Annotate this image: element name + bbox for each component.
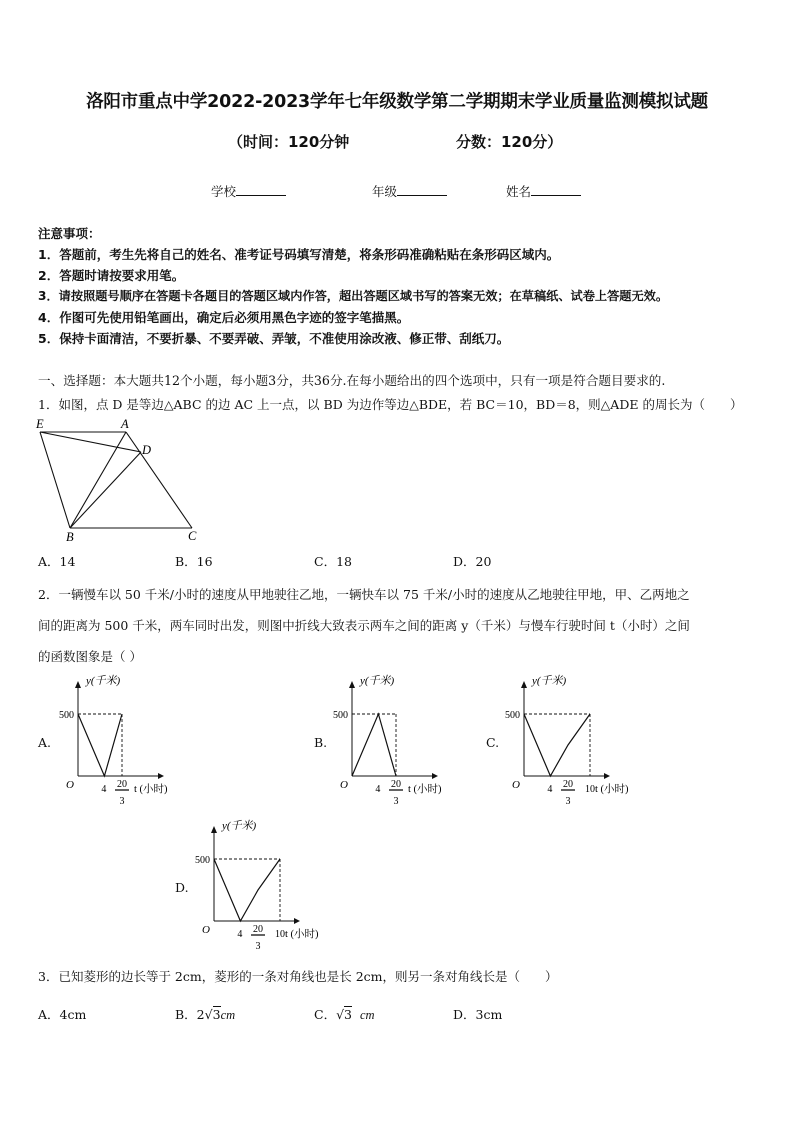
sqrt-symbol: √: [336, 1007, 345, 1022]
y-axis-arrow: [349, 681, 355, 688]
note-item: 5．保持卡面清洁，不要折暴、不要弄破、弄皱，不准使用涂改液、修正带、刮纸刀。: [38, 331, 510, 346]
y-tick-500: 500: [195, 855, 210, 866]
q3-option-b: [175, 1005, 235, 1023]
school-label: 学校: [211, 184, 237, 199]
x-tick-frac-numerator: 20: [117, 779, 128, 790]
y-axis-arrow: [211, 826, 217, 833]
y-axis-label: y(千米): [360, 675, 395, 687]
q3-option-b-unit: cm: [220, 1008, 236, 1022]
graph-polyline: [214, 859, 280, 921]
origin-label: O: [340, 779, 348, 791]
q1-option-a: A．14: [38, 554, 76, 569]
y-axis-arrow: [521, 681, 527, 688]
sqrt-symbol: √: [204, 1007, 213, 1022]
school-blank: [236, 183, 286, 196]
x-tick-frac-numerator: 20: [391, 779, 402, 790]
x-tick-frac-denominator: 3: [255, 941, 261, 952]
grade-blank: [397, 183, 447, 196]
q3-option-d: D．3cm: [453, 1007, 503, 1022]
q2-graph-d: [195, 817, 330, 959]
point-label-e: E: [36, 417, 44, 431]
y-axis-label: y(千米): [86, 675, 121, 687]
graph-polyline: [524, 714, 590, 776]
question-2-line-2: 间的距离为 500 千米，两车同时出发，则图中折线大致表示两车之间的距离 y（千米）与慢车行驶时间 t（小时）之间: [38, 618, 690, 633]
name-blank: [531, 183, 581, 196]
y-axis-label: y(千米): [532, 675, 567, 687]
x-tick-10: 10: [275, 929, 285, 940]
segment-ab: [70, 432, 126, 528]
q2-option-b: B.: [314, 735, 328, 750]
question-1-figure: [36, 418, 202, 546]
q2-graph-a: [59, 672, 194, 814]
q1-option-b: B．16: [175, 554, 213, 569]
q3-option-b-radicand: 3: [212, 1007, 221, 1022]
q2-option-a: A.: [38, 735, 52, 750]
note-item: 2．答题时请按要求用笔。: [38, 268, 185, 283]
q2-option-d: D.: [175, 880, 189, 895]
name-label: 姓名: [506, 184, 532, 199]
x-axis-label: t (小时): [134, 784, 168, 795]
grade-label: 年级: [372, 184, 398, 199]
x-tick-frac-numerator: 20: [253, 924, 264, 935]
y-tick-500: 500: [59, 710, 74, 721]
x-tick-frac-denominator: 3: [119, 796, 125, 807]
graph-polyline: [352, 714, 396, 776]
segment-eb: [40, 432, 70, 528]
q2-graph-b: [333, 672, 468, 814]
graph-polyline: [78, 714, 122, 776]
x-tick-4: 4: [375, 784, 381, 795]
origin-label: O: [202, 924, 210, 936]
q2-option-c: C.: [486, 735, 500, 750]
x-tick-4: 4: [547, 784, 553, 795]
y-tick-500: 500: [505, 710, 520, 721]
x-tick-10: 10: [585, 784, 595, 795]
q3-option-c-radicand: 3: [344, 1007, 352, 1022]
grade-field: [372, 182, 447, 200]
x-tick-frac-denominator: 3: [565, 796, 571, 807]
x-axis-arrow: [158, 773, 164, 779]
x-axis-label: t (小时): [408, 784, 442, 795]
x-axis-arrow: [604, 773, 610, 779]
y-axis-label: y(千米): [222, 820, 257, 832]
q3-option-c-unit: cm: [359, 1008, 375, 1022]
note-item: 3．请按照题号顺序在答题卡各题目的答题区域内作答，超出答题区域书写的答案无效；在草稿纸、试卷上答题无效。: [38, 289, 669, 303]
question-3-text: 3．已知菱形的边长等于 2cm，菱形的一条对角线也是长 2cm，则另一条对角线长是（ ）: [38, 969, 558, 984]
x-axis-label: t (小时): [285, 929, 319, 940]
question-1-text: 1．如图，点 D 是等边△ABC 的边 AC 上一点，以 BD 为边作等边△BDE，若 BC＝10，BD＝8，则△ADE 的周长为（ ）: [38, 397, 743, 412]
segment-ac: [126, 432, 192, 528]
x-tick-4: 4: [101, 784, 107, 795]
page-title: 洛阳市重点中学2022-2023学年七年级数学第二学期期末学业质量监测模拟试题: [86, 92, 708, 112]
exam-score: 分数：120分）: [456, 133, 563, 151]
question-2-line-1: 2．一辆慢车以 50 千米/小时的速度从甲地驶往乙地，一辆快车以 75 千米/小时的速度从乙地驶往甲地，甲、乙两地之: [38, 587, 690, 602]
y-axis-arrow: [75, 681, 81, 688]
x-tick-frac-numerator: 20: [563, 779, 574, 790]
q3-option-c: [314, 1005, 375, 1023]
segment-bd: [70, 452, 141, 528]
q1-option-c: C．18: [314, 554, 352, 569]
q3-option-b-prefix: B．2: [175, 1007, 205, 1022]
q3-option-c-prefix: C．: [314, 1007, 337, 1022]
x-tick-4: 4: [237, 929, 243, 940]
q1-option-d: D．20: [453, 554, 492, 569]
segment-ed: [40, 432, 141, 452]
x-axis-label: t (小时): [595, 784, 629, 795]
x-tick-frac-denominator: 3: [393, 796, 399, 807]
q3-option-a: A．4cm: [38, 1007, 87, 1022]
note-item: 4．作图可先使用铅笔画出，确定后必须用黑色字迹的签字笔描黑。: [38, 310, 410, 325]
note-item: 1．答题前，考生先将自己的姓名、准考证号码填写清楚，将条形码准确粘贴在条形码区域内。: [38, 247, 560, 262]
school-field: [211, 182, 286, 200]
x-axis-arrow: [294, 918, 300, 924]
y-tick-500: 500: [333, 710, 348, 721]
point-label-a: A: [121, 417, 129, 431]
q2-graph-c: [505, 672, 640, 814]
notes-heading: 注意事项：: [38, 226, 101, 241]
origin-label: O: [512, 779, 520, 791]
exam-time: （时间：120分钟: [228, 133, 350, 151]
point-label-c: C: [188, 529, 197, 543]
point-label-d: D: [142, 443, 152, 457]
origin-label: O: [66, 779, 74, 791]
question-2-line-3: 的函数图象是（ ）: [38, 649, 142, 664]
section-heading: 一、选择题：本大题共12个小题，每小题3分，共36分.在每小题给出的四个选项中，只有一项是符合题目要求的.: [38, 373, 666, 388]
name-field: [506, 182, 581, 200]
x-axis-arrow: [432, 773, 438, 779]
point-label-b: B: [66, 530, 74, 544]
